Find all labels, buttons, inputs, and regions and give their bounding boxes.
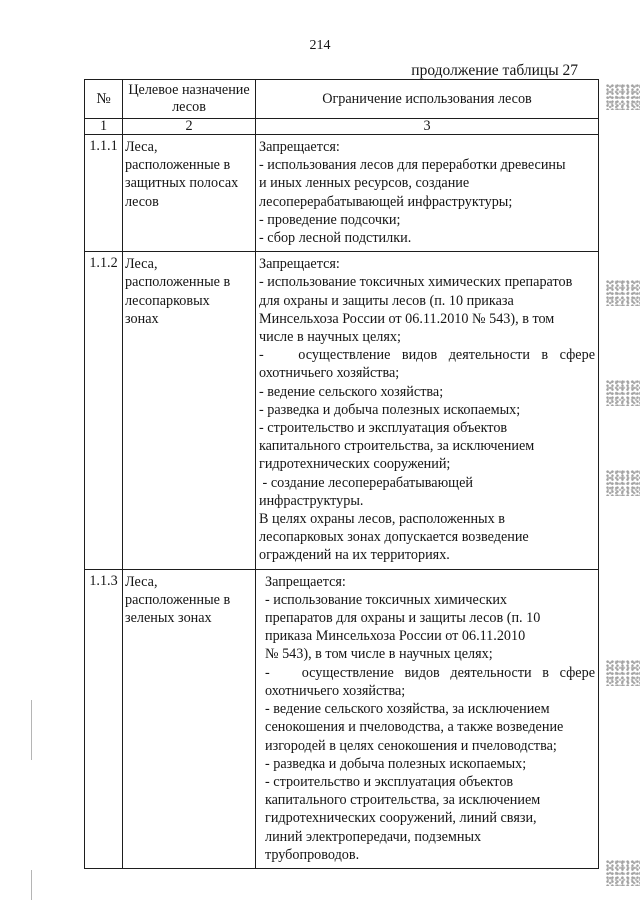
restriction-line: Запрещается: [259,139,340,155]
restriction-line: для охраны и защиты лесов (п. 10 приказа [259,292,514,309]
restriction-line: гидротехнических сооружений; [259,456,451,473]
column-index: 3 [256,119,599,135]
header-purpose-line: лесов [172,99,206,115]
row-number: 1.1.3 [85,569,123,868]
restriction-line: - использование токсичных химических препаратов [259,274,573,291]
restriction-line: - проведение подсочки; [259,211,401,228]
restriction-cell [256,569,599,868]
restriction-line: - осуществление видов деятельности в сфере [259,347,595,364]
restriction-line: препаратов для охраны и защиты лесов (п. 10 [265,610,541,627]
header-purpose [123,80,256,119]
forest-purpose-line: Леса, [125,256,158,273]
forest-purpose-line: расположенные в [125,157,231,174]
scan-artifact [606,84,640,110]
restriction-cell [256,252,599,569]
page-number: 214 [309,38,331,53]
header-restriction: Ограничение использования лесов [256,80,599,119]
forest-purpose-line: Леса, [125,573,158,590]
restriction-line: - использование токсичных химических [265,591,508,608]
forest-purpose-line: расположенные в [125,591,231,608]
restriction-line: изгородей в целях сенокошения и пчеловодства; [265,737,557,754]
restriction-line: - создание лесоперерабатывающей [259,474,473,491]
row-number: 1.1.1 [85,135,123,252]
forest-purpose-line: расположенные в [125,274,231,291]
restriction-line: приказа Минсельхоза России от 06.11.2010 [265,628,526,645]
column-index-row [85,119,599,135]
restriction-line: Запрещается: [265,573,346,590]
restriction-line: - строительство и эксплуатация объектов [265,773,514,790]
forest-purpose-line: зеленых зонах [125,610,212,627]
restriction-line: гидротехнических сооружений, линий связи, [265,810,537,827]
forest-restrictions-table [84,79,599,869]
column-index: 2 [123,119,256,135]
restriction-line: - сбор лесной подстилки. [259,230,412,247]
restriction-line: В целях охраны лесов, расположенных в [259,511,505,528]
forest-purpose-cell [123,569,256,868]
table-header-row [85,80,599,119]
scan-artifact [606,280,640,306]
restriction-line: капитального строительства, за исключением [259,438,535,455]
restriction-line: - ведение сельского хозяйства, за исключением [265,701,550,718]
restriction-line: охотничьего хозяйства; [265,682,406,699]
header-purpose-line: Целевое назначение [128,82,250,98]
forest-purpose-line: лесопарковых [125,292,210,309]
restriction-line: числе в научных целях; [259,329,401,346]
restriction-line: сенокошения и пчеловодства, а также возведение [265,719,564,736]
scan-artifact [606,380,640,406]
header-number: № [85,80,123,119]
scan-artifact [31,870,32,900]
forest-purpose-cell [123,135,256,252]
column-index: 1 [85,119,123,135]
restriction-line: - разведка и добыча полезных ископаемых; [265,755,527,772]
forest-purpose-line: зонах [125,310,159,327]
restriction-line: - ведение сельского хозяйства; [259,383,444,400]
restriction-line: - осуществление видов деятельности в сфере [265,664,595,681]
forest-purpose-cell [123,252,256,569]
restriction-line: и иных ленных ресурсов, создание [259,175,470,192]
restriction-line: - использования лесов для переработки древесины [259,157,566,174]
restriction-cell [256,135,599,252]
restriction-line: - строительство и эксплуатация объектов [259,420,508,437]
restriction-line: Запрещается: [259,256,340,273]
scan-artifact [606,660,640,686]
restriction-line: охотничьего хозяйства; [259,365,400,382]
restriction-line: инфраструктуры. [259,492,364,509]
forest-purpose-line: Леса, [125,139,158,155]
restriction-line: капитального строительства, за исключением [265,792,541,809]
restriction-line: лесоперерабатывающей инфраструктуры; [259,193,513,210]
restriction-line: трубопроводов. [265,846,360,863]
table-caption: продолжение таблицы 27 [411,62,578,79]
restriction-line: № 543), в том числе в научных целях; [265,646,493,663]
table-row [85,569,599,868]
table-row [85,252,599,569]
forest-purpose-line: лесов [125,193,159,210]
scan-artifact [606,860,640,886]
scan-artifact [606,470,640,496]
restriction-line: ограждений на их территориях. [259,547,450,564]
restriction-line: линий электропередачи, подземных [265,828,482,845]
table-row [85,135,599,252]
forest-purpose-line: защитных полосах [125,175,239,192]
restriction-line: лесопарковых зонах допускается возведение [259,529,529,546]
scan-artifact [31,700,32,760]
row-number: 1.1.2 [85,252,123,569]
restriction-line: Минсельхоза России от 06.11.2010 № 543), в том [259,310,555,327]
restriction-line: - разведка и добыча полезных ископаемых; [259,401,521,418]
